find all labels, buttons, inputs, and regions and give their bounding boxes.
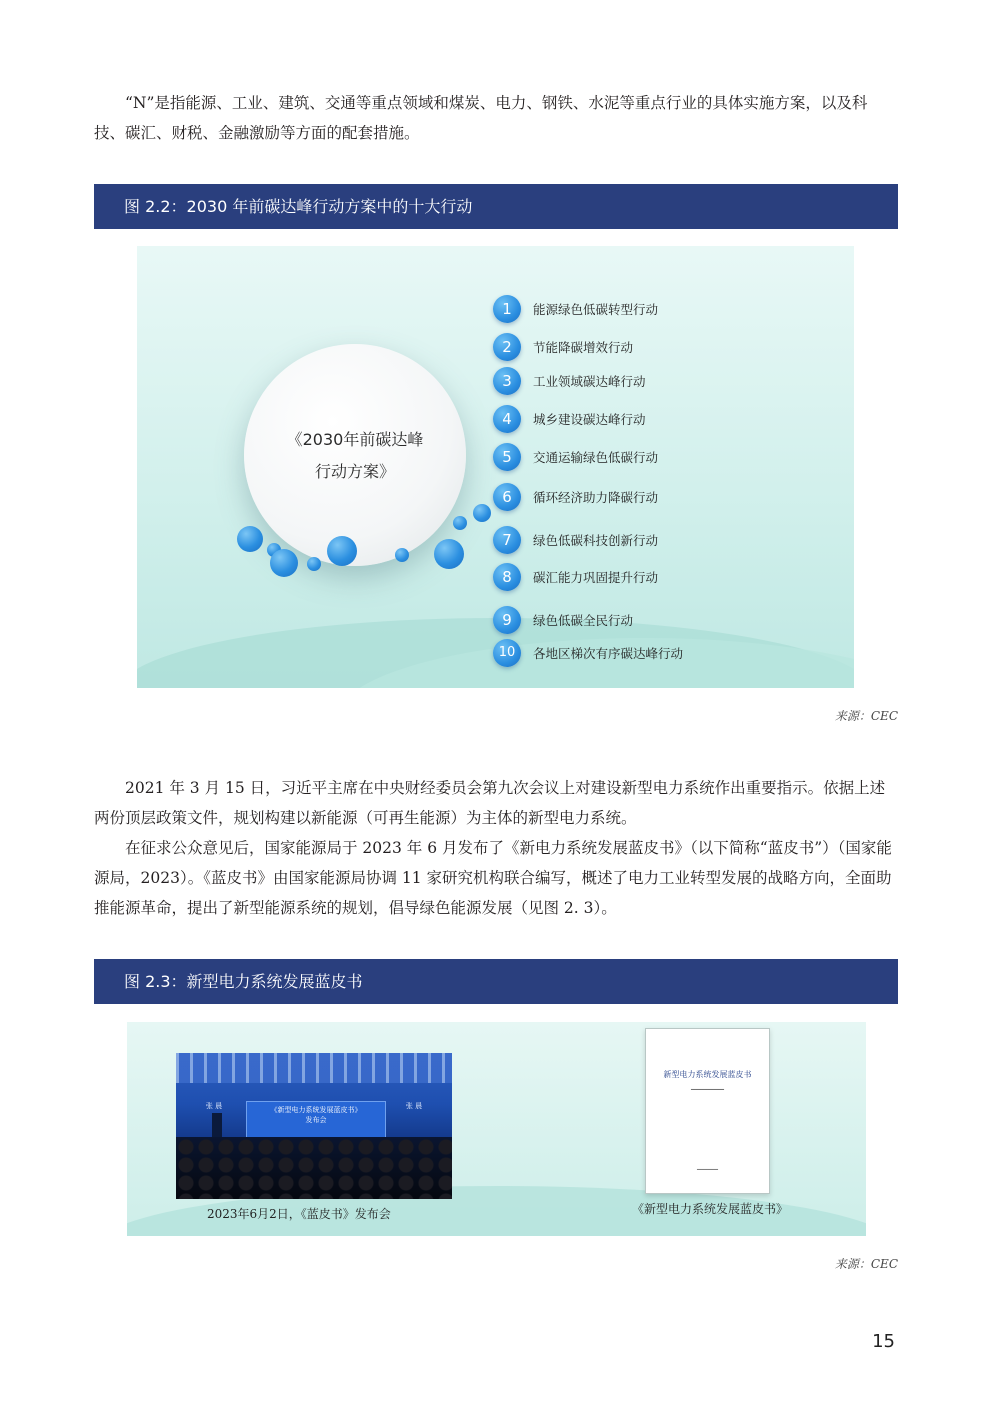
- figure-2-2-graphic: [137, 246, 854, 688]
- action-number: 10: [493, 639, 521, 667]
- action-label: 碳汇能力巩固提升行动: [533, 570, 659, 585]
- book-cover-title: 新型电力系统发展蓝皮书: [663, 1070, 752, 1079]
- screen-line1: 《新型电力系统发展蓝皮书》: [270, 1106, 362, 1114]
- action-item: [493, 482, 658, 512]
- action-item: [493, 638, 683, 668]
- figure-2-2-source: 来源：CEC: [834, 709, 898, 723]
- action-item: [493, 442, 658, 472]
- action-label: 能源绿色低碳转型行动: [533, 302, 659, 317]
- action-label: 绿色低碳科技创新行动: [533, 533, 659, 548]
- decorative-bubble: [395, 548, 409, 562]
- action-number: 6: [493, 483, 521, 511]
- figure-2-3-source: 来源：CEC: [834, 1257, 898, 1271]
- action-item: [493, 294, 658, 324]
- action-number: 8: [493, 563, 521, 591]
- action-item: [493, 332, 633, 362]
- action-number: 7: [493, 526, 521, 554]
- ceiling-lights: [176, 1053, 452, 1083]
- action-label: 节能降碳增效行动: [533, 340, 634, 355]
- intro-paragraph: [94, 88, 898, 148]
- action-label: 绿色低碳全民行动: [533, 613, 634, 628]
- action-label: 交通运输绿色低碳行动: [533, 450, 659, 465]
- decorative-bubble: [434, 539, 464, 569]
- decorative-bubble: [307, 557, 321, 571]
- launch-event-photo: [176, 1053, 452, 1199]
- figure-2-3-graphic: [127, 1022, 866, 1236]
- book-cover-publisher: ━━━━━━━: [696, 1167, 719, 1173]
- action-label: 各地区梯次有序碳达峰行动: [533, 646, 684, 661]
- center-text-line1: 《2030年前碳达峰: [286, 430, 424, 449]
- action-label: 工业领域碳达峰行动: [533, 374, 646, 389]
- decorative-bubble: [327, 536, 357, 566]
- decorative-bubble: [453, 516, 467, 530]
- action-item: [493, 366, 646, 396]
- book-cover-subtitle: ━━━━━━━━━━━: [690, 1087, 725, 1093]
- action-number: 5: [493, 443, 521, 471]
- action-number: 9: [493, 606, 521, 634]
- figure-2-2-header: 图 2.2：2030 年前碳达峰行动方案中的十大行动: [94, 184, 898, 229]
- action-label: 城乡建设碳达峰行动: [533, 412, 646, 427]
- screen-line2: 发布会: [305, 1116, 327, 1124]
- photo-banner-left: 张 晨: [205, 1102, 223, 1110]
- action-number: 3: [493, 367, 521, 395]
- action-label: 循环经济助力降碳行动: [533, 490, 659, 505]
- action-number: 1: [493, 295, 521, 323]
- action-item: [493, 525, 658, 555]
- photo-banner-right: 张 晨: [405, 1102, 423, 1110]
- decorative-bubble: [270, 549, 298, 577]
- center-circle-text: [244, 424, 466, 488]
- intro-text: “N”是指能源、工业、建筑、交通等重点领域和煤炭、电力、钢铁、水泥等重点行业的具体实施方案，以及科技、碳汇、财税、金融激励等方面的配套措施。: [94, 94, 868, 142]
- decorative-bubble: [237, 526, 263, 552]
- decorative-bubble: [473, 504, 491, 522]
- action-number: 4: [493, 405, 521, 433]
- action-item: [493, 562, 658, 592]
- action-number: 2: [493, 333, 521, 361]
- book-caption: 《新型电力系统发展蓝皮书》: [632, 1202, 789, 1216]
- book-cover: [645, 1028, 770, 1194]
- body-paragraph: 2021 年 3 月 15 日，习近平主席在中央财经委员会第九次会议上对建设新型电力系统作出重要指示。依据上述两份顶层政策文件，规划构建以新能源（可再生能源）为主体的新型电力系统。: [94, 779, 886, 827]
- audience: [176, 1137, 452, 1199]
- page-number: 15: [872, 1331, 895, 1352]
- stage-screen-text: [246, 1105, 386, 1125]
- body-paragraphs: [94, 773, 898, 923]
- action-item: [493, 605, 633, 635]
- action-item: [493, 404, 646, 434]
- photo-caption: 2023年6月2日，《蓝皮书》发布会: [207, 1207, 391, 1221]
- center-text-line2: 行动方案》: [314, 462, 395, 481]
- body-paragraph: 在征求公众意见后，国家能源局于 2023 年 6 月发布了《新电力系统发展蓝皮书》（以下简称“蓝皮书”）（国家能源局，2023）。《蓝皮书》由国家能源局协调 11 家研究机构联合编写，概述了电力工业转型发展的战略方向，全面助推能源革命，提出了新型能源系统的规划，倡导绿色能源发展（见图 2. 3）。: [94, 839, 892, 917]
- figure-2-3-header: 图 2.3：新型电力系统发展蓝皮书: [94, 959, 898, 1004]
